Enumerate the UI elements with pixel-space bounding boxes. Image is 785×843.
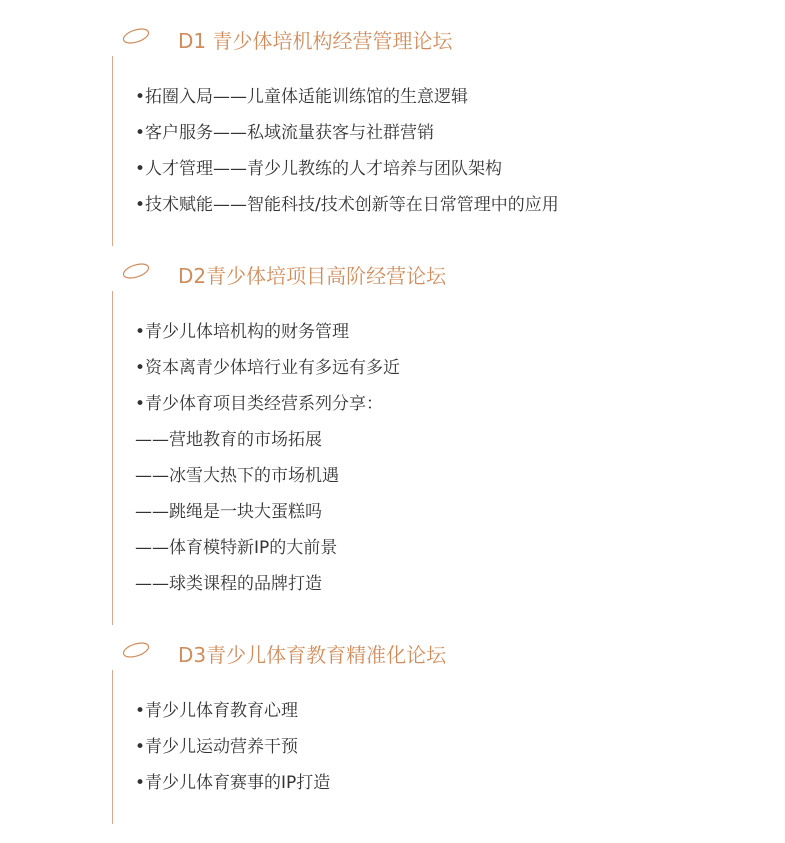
bullet-icon: •	[135, 773, 146, 793]
list-item: •青少儿体育赛事的IP打造	[135, 773, 331, 793]
sub-list-item: ——球类课程的品牌打造	[135, 574, 322, 594]
list-item: •青少儿运动营养干预	[135, 737, 298, 757]
list-item: •青少体育项目类经营系列分享：	[135, 394, 383, 414]
bullet-icon: •	[135, 322, 146, 342]
list-item: •青少儿体培机构的财务管理	[135, 322, 349, 342]
list-item: •资本离青少体培行业有多远有多近	[135, 358, 400, 378]
list-item: •青少儿体育教育心理	[135, 701, 298, 721]
bullet-icon: •	[135, 195, 146, 215]
sub-list-item: ——跳绳是一块大蛋糕吗	[135, 502, 322, 522]
bullet-icon: •	[135, 87, 146, 107]
list-item: •客户服务——私域流量获客与社群营销	[135, 123, 434, 143]
oval-outline-icon	[121, 639, 153, 661]
bullet-icon: •	[135, 159, 146, 179]
section-divider-line	[112, 670, 113, 824]
bullet-icon: •	[135, 737, 146, 757]
sub-list-item: ——营地教育的市场拓展	[135, 430, 322, 450]
section-title: D3青少儿体育教育精准化论坛	[178, 643, 447, 667]
bullet-icon: •	[135, 394, 146, 414]
bullet-icon: •	[135, 701, 146, 721]
list-item: •技术赋能——智能科技/技术创新等在日常管理中的应用	[135, 195, 559, 215]
list-item: •人才管理——青少儿教练的人才培养与团队架构	[135, 159, 502, 179]
section-title: D1 青少体培机构经营管理论坛	[178, 29, 453, 53]
list-item: •拓圈入局——儿童体适能训练馆的生意逻辑	[135, 87, 468, 107]
section-title: D2青少体培项目高阶经营论坛	[178, 264, 447, 288]
sub-list-item: ——体育模特新IP的大前景	[135, 538, 338, 558]
bullet-icon: •	[135, 358, 146, 378]
bullet-icon: •	[135, 123, 146, 143]
sub-list-item: ——冰雪大热下的市场机遇	[135, 466, 339, 486]
